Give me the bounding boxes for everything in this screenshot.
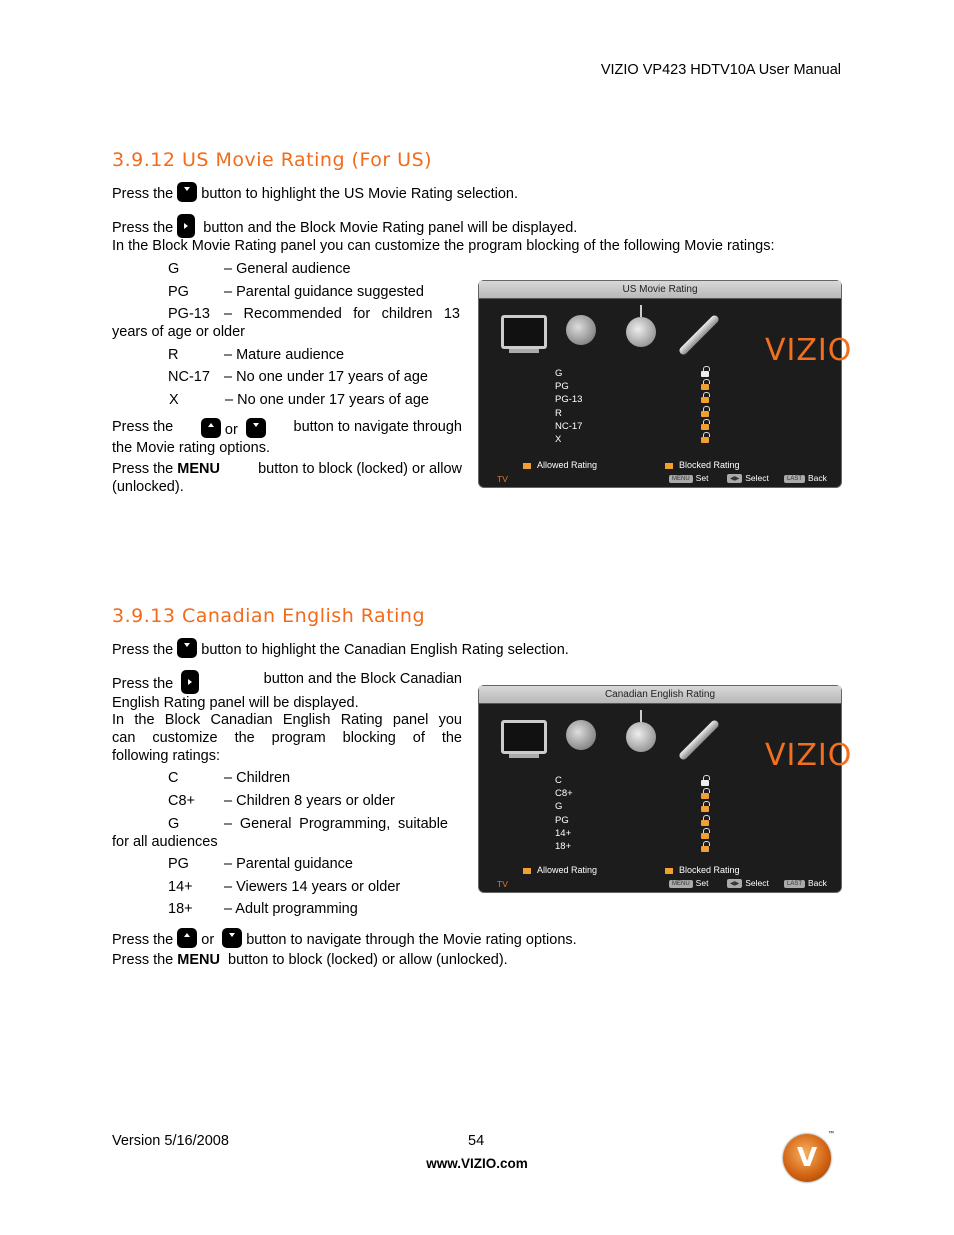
unlocked-icon[interactable] [701, 820, 709, 826]
paragraph-navigate [112, 928, 577, 949]
unlocked-icon[interactable] [701, 846, 709, 852]
paragraph-display [112, 670, 462, 712]
tv-stand-icon [509, 349, 539, 353]
rating-continuation: years of age or older [112, 324, 245, 340]
rating-row [168, 260, 351, 278]
text: the Movie rating options. [112, 440, 270, 456]
text: Back [808, 473, 827, 483]
logo-letter: V [796, 1143, 818, 1173]
up-arrow-button-icon [201, 418, 221, 438]
paragraph-customize [112, 711, 462, 765]
right-arrow-button-icon [181, 670, 199, 694]
text: Select [745, 878, 769, 888]
down-arrow-button-icon [246, 418, 266, 438]
menu-key: MENU [177, 952, 220, 968]
unlocked-icon[interactable] [701, 397, 709, 403]
unlocked-icon[interactable] [701, 371, 709, 377]
text: (unlocked). [112, 479, 184, 495]
hint-set [669, 473, 708, 483]
legend-allowed [523, 865, 597, 875]
menu-key-icon: MENU [669, 880, 693, 888]
tv-label: TV [497, 879, 508, 889]
text: button to block (locked) or allow (unlocked). [228, 952, 508, 968]
text: Select [745, 473, 769, 483]
rating-code: R [168, 347, 179, 363]
paragraph-navigate [112, 418, 462, 457]
vizio-v-logo-icon [783, 1134, 831, 1182]
rating-code: NC-17 [168, 369, 210, 385]
paragraph-menu [112, 951, 508, 969]
unlocked-icon[interactable] [701, 384, 709, 390]
rating-desc: – Recommended for children 13 [224, 306, 460, 322]
rating-code: PG [168, 856, 189, 872]
hint-back [784, 473, 827, 483]
text: Blocked Rating [679, 865, 740, 875]
rating-row [168, 305, 462, 323]
rating-item[interactable]: G [555, 801, 563, 813]
rating-desc: – Viewers 14 years or older [224, 879, 401, 895]
tv-icon[interactable] [501, 720, 547, 754]
rating-code: G [168, 261, 180, 277]
text: Set [695, 473, 709, 483]
rating-desc: – Children [224, 770, 291, 786]
rating-item[interactable]: R [555, 407, 562, 419]
rating-desc: – General audience [224, 261, 351, 277]
rating-row [168, 792, 395, 810]
rating-item[interactable]: 14+ [555, 827, 572, 839]
text: In the Block Canadian English Rating panel you [112, 712, 462, 728]
text: button and the Block Movie Rating panel will be displayed. [203, 220, 578, 236]
rating-item[interactable]: C [555, 775, 562, 786]
unlock-icon [523, 868, 531, 874]
wrench-icon[interactable] [678, 719, 720, 761]
panel-title: US Movie Rating [479, 281, 841, 299]
legend-blocked [665, 865, 740, 875]
vizio-logo: VIZIO [765, 333, 853, 368]
panel-title: Canadian English Rating [479, 686, 841, 704]
hint-select [727, 878, 769, 888]
text: Back [808, 878, 827, 888]
rating-list [555, 774, 573, 853]
lock-column [701, 371, 709, 450]
globe-icon[interactable] [626, 722, 656, 752]
hint-back [784, 878, 827, 888]
text: button to block (locked) or allow [258, 461, 462, 477]
unlocked-icon[interactable] [701, 411, 709, 417]
audio-icon[interactable] [566, 720, 596, 750]
trademark: ™ [828, 1131, 834, 1137]
rating-row [168, 368, 428, 386]
arrow-keys-icon: ◀▶ [727, 474, 742, 483]
text: Press the [112, 676, 174, 692]
globe-icon[interactable] [626, 317, 656, 347]
rating-item[interactable]: X [555, 434, 562, 446]
last-key-icon: LAST [784, 475, 805, 483]
text: button to navigate through [293, 419, 462, 435]
unlock-icon [523, 463, 531, 469]
rating-desc: – Mature audience [224, 347, 345, 363]
rating-desc: – Children 8 years or older [224, 793, 395, 809]
website-link[interactable]: www.VIZIO.com [426, 1156, 528, 1171]
hint-set [669, 878, 708, 888]
text: Press the [112, 186, 174, 202]
up-arrow-button-icon [177, 928, 197, 948]
menu-key-icon: MENU [669, 475, 693, 483]
text: can customize the program blocking of the [112, 730, 462, 746]
page-number: 54 [468, 1133, 485, 1149]
section-title-us-movie: 3.9.12 US Movie Rating (For US) [112, 149, 433, 171]
panel-footer [479, 876, 841, 892]
unlocked-icon[interactable] [701, 780, 709, 786]
rating-row [168, 283, 424, 301]
wrench-icon[interactable] [678, 314, 720, 356]
hint-select [727, 473, 769, 483]
rating-code: C8+ [168, 793, 196, 809]
lock-column [701, 780, 709, 859]
rating-row [168, 391, 429, 409]
unlocked-icon[interactable] [701, 437, 709, 443]
rating-row [168, 815, 448, 833]
menu-key: MENU [177, 461, 220, 477]
text: following ratings: [112, 748, 220, 764]
lock-icon [665, 868, 673, 874]
text: button to navigate through the Movie rating options. [246, 932, 577, 948]
rating-code: G [168, 816, 180, 832]
rating-desc: – No one under 17 years of age [224, 369, 428, 385]
down-arrow-button-icon [177, 182, 197, 202]
section-title-canadian: 3.9.13 Canadian English Rating [112, 605, 426, 627]
text: or [201, 932, 215, 948]
text: Press the [112, 932, 174, 948]
tv-label: TV [497, 474, 508, 484]
rating-item[interactable]: PG-13 [555, 394, 583, 406]
rating-desc: – No one under 17 years of age [225, 392, 429, 408]
rating-row [168, 878, 400, 896]
rating-code: 18+ [168, 901, 193, 917]
down-arrow-button-icon [222, 928, 242, 948]
rating-item[interactable]: NC-17 [555, 420, 583, 432]
text: button to highlight the Canadian English Rating selection. [201, 642, 569, 658]
legend-allowed [523, 460, 597, 470]
unlocked-icon[interactable] [701, 833, 709, 839]
version-text: Version 5/16/2008 [112, 1133, 229, 1149]
rating-item[interactable]: 18+ [555, 841, 572, 853]
rating-continuation: for all audiences [112, 834, 218, 850]
unlocked-icon[interactable] [701, 793, 709, 799]
antenna-icon [640, 305, 642, 317]
text: Press the [112, 461, 174, 477]
rating-list [555, 367, 582, 446]
rating-desc: – Adult programming [224, 901, 358, 917]
canadian-english-rating-panel [478, 685, 853, 893]
rating-item[interactable]: PG [555, 381, 569, 393]
lock-icon [665, 463, 673, 469]
rating-item[interactable]: PG [555, 814, 569, 826]
text: Press the [112, 419, 174, 435]
text: button and the Block Canadian [263, 671, 462, 687]
rating-item[interactable]: C8+ [555, 788, 573, 800]
paragraph-highlight [112, 638, 569, 659]
rating-desc: – General Programming, suitable [224, 816, 448, 832]
rating-row [168, 900, 358, 918]
tv-stand-icon [509, 754, 539, 758]
antenna-icon [640, 710, 642, 722]
rating-row [168, 855, 353, 873]
right-arrow-button-icon [177, 214, 195, 238]
rating-code: PG-13 [168, 306, 210, 322]
paragraph-customize: In the Block Movie Rating panel you can customize the program blocking of the following Movie ratings: [112, 238, 775, 254]
vizio-logo: VIZIO [765, 738, 853, 773]
unlocked-icon[interactable] [701, 424, 709, 430]
down-arrow-button-icon [177, 638, 197, 658]
manual-title: VIZIO VP423 HDTV10A User Manual [600, 62, 841, 78]
audio-icon[interactable] [566, 315, 596, 345]
rating-code: C [168, 770, 179, 786]
rating-code: PG [168, 284, 189, 300]
rating-code: X [169, 392, 179, 408]
rating-desc: – Parental guidance [224, 856, 353, 872]
text: Press the [112, 220, 174, 236]
paragraph-menu [112, 460, 462, 496]
text: Press the [112, 952, 174, 968]
text: Blocked Rating [679, 460, 740, 470]
text: button to highlight the US Movie Rating selection. [201, 186, 519, 202]
text: or [224, 422, 238, 438]
text: Press the [112, 642, 174, 658]
rating-desc: – Parental guidance suggested [224, 284, 424, 300]
us-movie-rating-panel [478, 280, 853, 488]
text: Allowed Rating [537, 460, 598, 470]
rating-row [168, 769, 290, 787]
last-key-icon: LAST [784, 880, 805, 888]
paragraph-highlight [112, 182, 518, 203]
arrow-keys-icon: ◀▶ [727, 879, 742, 888]
text: English Rating panel will be displayed. [112, 695, 359, 711]
panel-footer [479, 471, 841, 487]
text: Set [695, 878, 709, 888]
rating-row [168, 346, 344, 364]
paragraph-display [112, 214, 577, 238]
tv-icon[interactable] [501, 315, 547, 349]
unlocked-icon[interactable] [701, 806, 709, 812]
rating-item[interactable]: G [555, 368, 563, 379]
legend-blocked [665, 460, 740, 470]
text: Allowed Rating [537, 865, 598, 875]
rating-code: 14+ [168, 879, 193, 895]
